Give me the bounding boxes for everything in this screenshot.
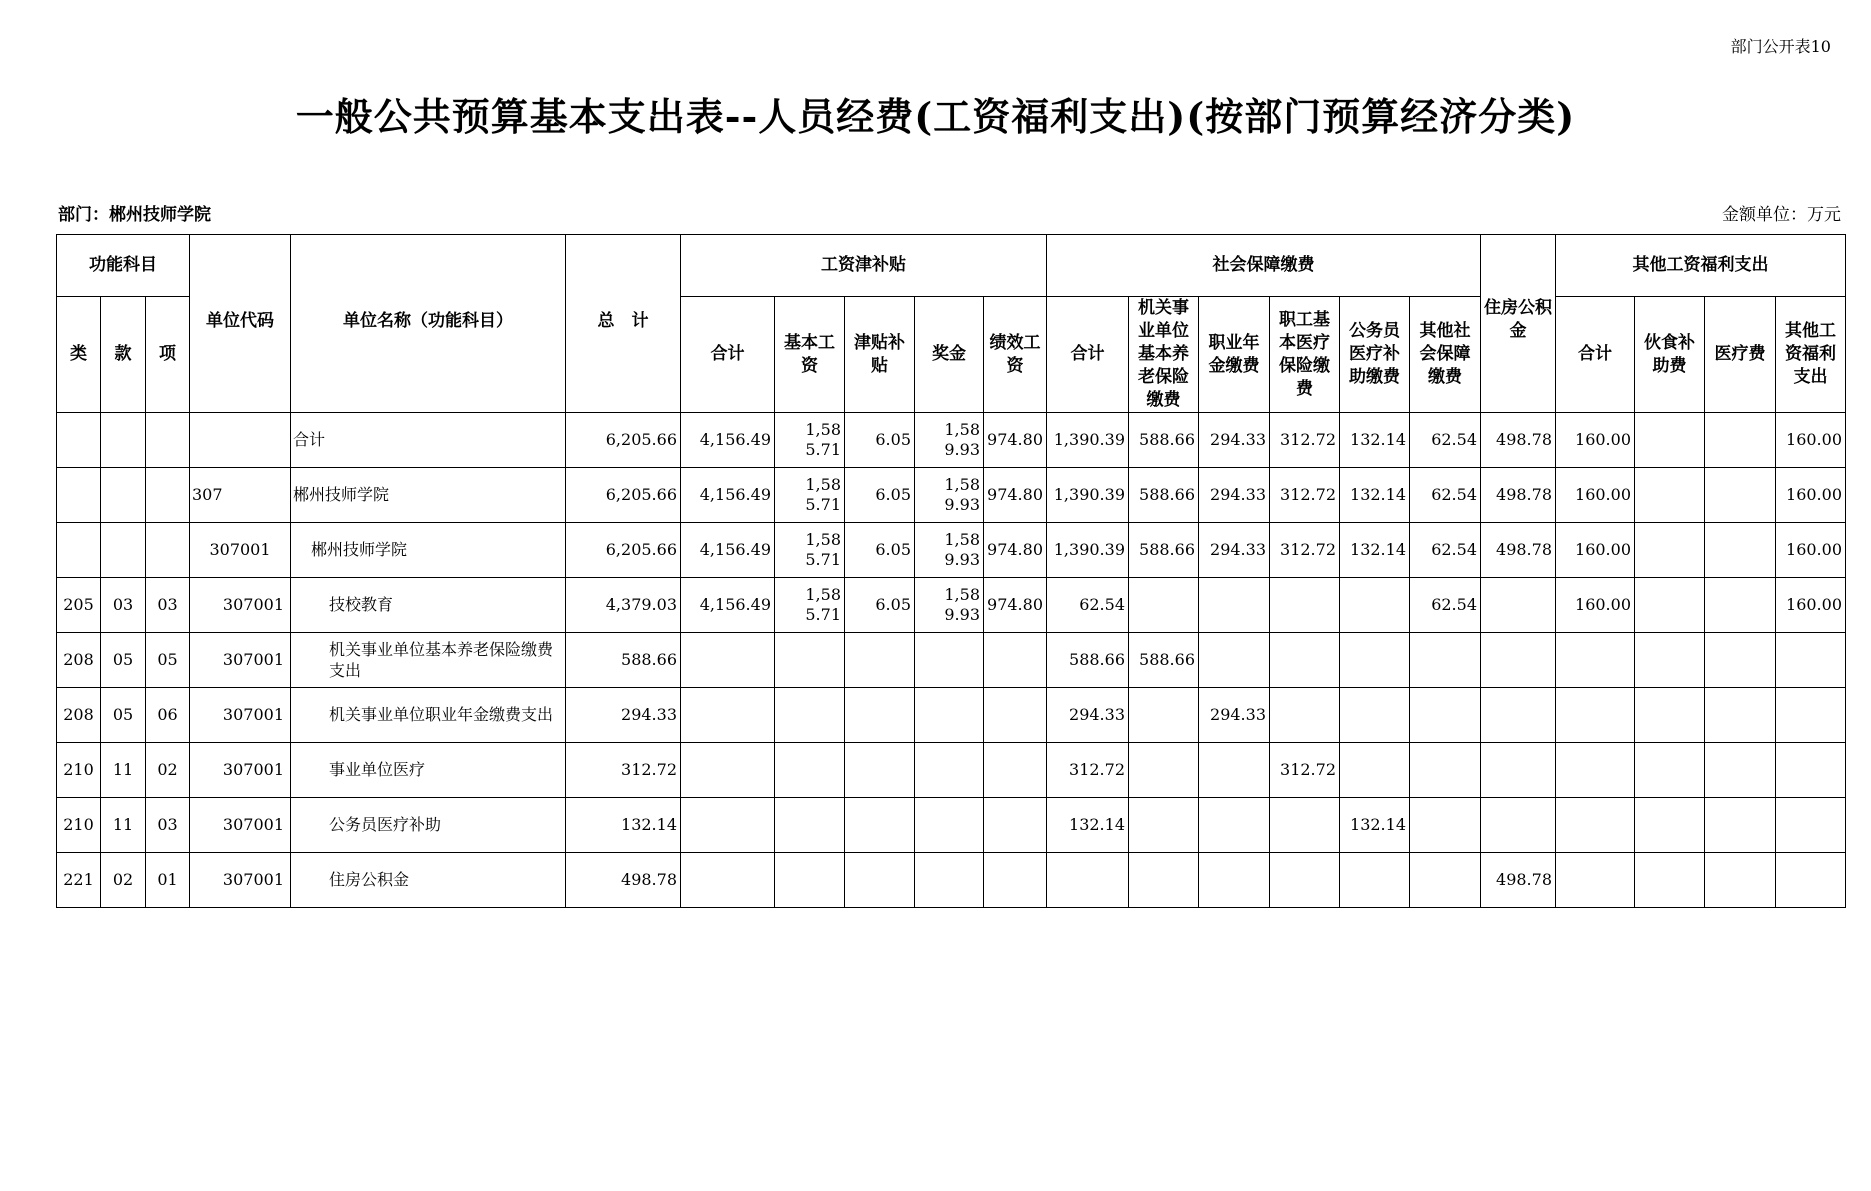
lei-cell bbox=[57, 468, 101, 523]
pension-cell: 588.66 bbox=[1129, 468, 1199, 523]
xiang-cell: 03 bbox=[146, 578, 190, 633]
department-label: 部门：郴州技师学院 bbox=[58, 205, 211, 225]
other-welfare-cell: 160.00 bbox=[1776, 468, 1846, 523]
basic-wage-value: 1,585.71 bbox=[805, 420, 841, 459]
social-subtotal-cell: 62.54 bbox=[1047, 578, 1129, 633]
table-row bbox=[57, 688, 1846, 743]
total-cell: 6,205.66 bbox=[566, 468, 681, 523]
header-group-social: 社会保障缴费 bbox=[1047, 235, 1481, 297]
pension-cell bbox=[1129, 688, 1199, 743]
civil-medical-cell bbox=[1340, 853, 1410, 908]
table-row bbox=[57, 633, 1846, 688]
social-subtotal-cell bbox=[1047, 853, 1129, 908]
housing-fund-cell: 498.78 bbox=[1481, 523, 1556, 578]
other-welfare-cell: 160.00 bbox=[1776, 578, 1846, 633]
allowance-cell bbox=[845, 633, 915, 688]
allowance-cell: 6.05 bbox=[845, 468, 915, 523]
wage-subtotal-cell bbox=[681, 688, 775, 743]
social-subtotal-cell: 1,390.39 bbox=[1047, 468, 1129, 523]
other-subtotal-cell: 160.00 bbox=[1556, 468, 1635, 523]
social-subtotal-cell: 312.72 bbox=[1047, 743, 1129, 798]
bonus-cell bbox=[915, 853, 984, 908]
pension-cell bbox=[1129, 853, 1199, 908]
performance-wage-cell bbox=[984, 633, 1047, 688]
medical-fee-cell bbox=[1705, 578, 1776, 633]
basic-wage-cell bbox=[775, 578, 845, 633]
other-welfare-cell bbox=[1776, 853, 1846, 908]
header-civil-medical: 公务员医疗补助缴费 bbox=[1340, 297, 1410, 413]
total-cell: 312.72 bbox=[566, 743, 681, 798]
wage-subtotal-cell: 4,156.49 bbox=[681, 468, 775, 523]
housing-fund-cell bbox=[1481, 798, 1556, 853]
performance-wage-cell bbox=[984, 743, 1047, 798]
civil-medical-cell bbox=[1340, 633, 1410, 688]
kuan-cell bbox=[101, 413, 146, 468]
meal-subsidy-cell bbox=[1635, 413, 1705, 468]
lei-cell: 208 bbox=[57, 688, 101, 743]
header-annuity: 职业年金缴费 bbox=[1199, 297, 1270, 413]
bonus-value: 1,589.93 bbox=[944, 585, 980, 624]
other-welfare-cell: 160.00 bbox=[1776, 413, 1846, 468]
header-group-other: 其他工资福利支出 bbox=[1556, 235, 1846, 297]
social-subtotal-cell: 294.33 bbox=[1047, 688, 1129, 743]
lei-cell: 210 bbox=[57, 743, 101, 798]
header-medical-fee: 医疗费 bbox=[1705, 297, 1776, 413]
lei-cell: 210 bbox=[57, 798, 101, 853]
medical-cell bbox=[1270, 633, 1340, 688]
bonus-cell bbox=[915, 523, 984, 578]
medical-cell bbox=[1270, 798, 1340, 853]
other-subtotal-cell bbox=[1556, 853, 1635, 908]
header-housing-fund: 住房公积金 bbox=[1481, 235, 1556, 413]
allowance-cell: 6.05 bbox=[845, 413, 915, 468]
xiang-cell: 01 bbox=[146, 853, 190, 908]
header-performance-wage: 绩效工资 bbox=[984, 297, 1047, 413]
pension-cell: 588.66 bbox=[1129, 633, 1199, 688]
unit-name-cell: 事业单位医疗 bbox=[291, 743, 566, 798]
unit-code-cell: 307001 bbox=[190, 523, 291, 578]
kuan-cell: 02 bbox=[101, 853, 146, 908]
social-subtotal-cell: 588.66 bbox=[1047, 633, 1129, 688]
meal-subsidy-cell bbox=[1635, 468, 1705, 523]
other-social-cell bbox=[1410, 853, 1481, 908]
medical-cell: 312.72 bbox=[1270, 468, 1340, 523]
unit-code-cell: 307001 bbox=[190, 743, 291, 798]
xiang-cell bbox=[146, 523, 190, 578]
unit-code-cell: 307001 bbox=[190, 798, 291, 853]
table-row bbox=[57, 523, 1846, 578]
basic-wage-cell bbox=[775, 413, 845, 468]
bonus-cell bbox=[915, 578, 984, 633]
meal-subsidy-cell bbox=[1635, 578, 1705, 633]
performance-wage-cell bbox=[984, 798, 1047, 853]
annuity-cell: 294.33 bbox=[1199, 688, 1270, 743]
medical-cell: 312.72 bbox=[1270, 743, 1340, 798]
total-cell: 294.33 bbox=[566, 688, 681, 743]
lei-cell: 208 bbox=[57, 633, 101, 688]
housing-fund-cell: 498.78 bbox=[1481, 853, 1556, 908]
civil-medical-cell bbox=[1340, 578, 1410, 633]
other-subtotal-cell bbox=[1556, 688, 1635, 743]
housing-fund-cell bbox=[1481, 633, 1556, 688]
housing-fund-cell bbox=[1481, 688, 1556, 743]
meal-subsidy-cell bbox=[1635, 743, 1705, 798]
allowance-cell bbox=[845, 743, 915, 798]
social-subtotal-cell: 1,390.39 bbox=[1047, 413, 1129, 468]
civil-medical-cell bbox=[1340, 743, 1410, 798]
table-row bbox=[57, 743, 1846, 798]
table-row bbox=[57, 413, 1846, 468]
other-subtotal-cell bbox=[1556, 743, 1635, 798]
meal-subsidy-cell bbox=[1635, 523, 1705, 578]
unit-name-cell: 公务员医疗补助 bbox=[291, 798, 566, 853]
housing-fund-cell: 498.78 bbox=[1481, 468, 1556, 523]
medical-fee-cell bbox=[1705, 413, 1776, 468]
other-subtotal-cell: 160.00 bbox=[1556, 413, 1635, 468]
allowance-cell bbox=[845, 688, 915, 743]
header-total: 总 计 bbox=[566, 235, 681, 413]
annuity-cell bbox=[1199, 578, 1270, 633]
unit-code-cell: 307001 bbox=[190, 633, 291, 688]
bonus-cell bbox=[915, 798, 984, 853]
xiang-cell: 02 bbox=[146, 743, 190, 798]
basic-wage-value: 1,585.71 bbox=[805, 475, 841, 514]
other-welfare-cell: 160.00 bbox=[1776, 523, 1846, 578]
unit-name-cell: 机关事业单位职业年金缴费支出 bbox=[291, 688, 566, 743]
total-cell: 132.14 bbox=[566, 798, 681, 853]
pension-cell bbox=[1129, 578, 1199, 633]
kuan-cell bbox=[101, 468, 146, 523]
xiang-cell bbox=[146, 468, 190, 523]
medical-cell bbox=[1270, 853, 1340, 908]
meal-subsidy-cell bbox=[1635, 798, 1705, 853]
kuan-cell: 03 bbox=[101, 578, 146, 633]
other-subtotal-cell bbox=[1556, 798, 1635, 853]
header-basic-wage: 基本工资 bbox=[775, 297, 845, 413]
allowance-cell bbox=[845, 853, 915, 908]
other-social-cell bbox=[1410, 743, 1481, 798]
header-other-welfare: 其他工资福利支出 bbox=[1776, 297, 1846, 413]
pension-cell bbox=[1129, 798, 1199, 853]
meal-subsidy-cell bbox=[1635, 853, 1705, 908]
other-welfare-cell bbox=[1776, 633, 1846, 688]
other-social-cell bbox=[1410, 633, 1481, 688]
unit-code-cell: 307001 bbox=[190, 578, 291, 633]
wage-subtotal-cell bbox=[681, 853, 775, 908]
housing-fund-cell bbox=[1481, 578, 1556, 633]
basic-wage-cell bbox=[775, 853, 845, 908]
unit-code-cell bbox=[190, 413, 291, 468]
header-bonus: 奖金 bbox=[915, 297, 984, 413]
xiang-cell: 06 bbox=[146, 688, 190, 743]
page-title: 一般公共预算基本支出表--人员经费(工资福利支出)(按部门预算经济分类) bbox=[295, 94, 1576, 139]
basic-wage-cell bbox=[775, 743, 845, 798]
medical-cell bbox=[1270, 578, 1340, 633]
header-other-subtotal: 合计 bbox=[1556, 297, 1635, 413]
wage-subtotal-cell bbox=[681, 633, 775, 688]
wage-subtotal-cell: 4,156.49 bbox=[681, 578, 775, 633]
bonus-value: 1,589.93 bbox=[944, 530, 980, 569]
header-kuan: 款 bbox=[101, 297, 146, 413]
unit-name-cell: 住房公积金 bbox=[291, 853, 566, 908]
unit-name-cell: 郴州技师学院 bbox=[291, 523, 566, 578]
medical-fee-cell bbox=[1705, 468, 1776, 523]
xiang-cell bbox=[146, 413, 190, 468]
header-meal-subsidy: 伙食补助费 bbox=[1635, 297, 1705, 413]
table-row bbox=[57, 578, 1846, 633]
performance-wage-cell bbox=[984, 853, 1047, 908]
medical-fee-cell bbox=[1705, 853, 1776, 908]
kuan-cell: 11 bbox=[101, 743, 146, 798]
bonus-cell bbox=[915, 688, 984, 743]
other-social-cell bbox=[1410, 688, 1481, 743]
other-social-cell: 62.54 bbox=[1410, 578, 1481, 633]
other-social-cell: 62.54 bbox=[1410, 413, 1481, 468]
header-social-subtotal: 合计 bbox=[1047, 297, 1129, 413]
civil-medical-cell: 132.14 bbox=[1340, 798, 1410, 853]
header-pension: 机关事业单位基本养老保险缴费 bbox=[1129, 297, 1199, 413]
kuan-cell: 11 bbox=[101, 798, 146, 853]
wage-subtotal-cell: 4,156.49 bbox=[681, 413, 775, 468]
unit-name-cell: 技校教育 bbox=[291, 578, 566, 633]
total-cell: 4,379.03 bbox=[566, 578, 681, 633]
housing-fund-cell bbox=[1481, 743, 1556, 798]
header-func-subject: 功能科目 bbox=[57, 235, 190, 297]
other-social-cell: 62.54 bbox=[1410, 523, 1481, 578]
basic-wage-cell bbox=[775, 688, 845, 743]
expenditure-table bbox=[56, 234, 1846, 908]
performance-wage-cell: 974.80 bbox=[984, 413, 1047, 468]
header-unit-code: 单位代码 bbox=[190, 235, 291, 413]
performance-wage-cell: 974.80 bbox=[984, 523, 1047, 578]
table-row bbox=[57, 853, 1846, 908]
header-wage-subtotal: 合计 bbox=[681, 297, 775, 413]
header-medical: 职工基本医疗保险缴费 bbox=[1270, 297, 1340, 413]
performance-wage-cell: 974.80 bbox=[984, 468, 1047, 523]
total-cell: 498.78 bbox=[566, 853, 681, 908]
social-subtotal-cell: 132.14 bbox=[1047, 798, 1129, 853]
other-welfare-cell bbox=[1776, 743, 1846, 798]
housing-fund-cell: 498.78 bbox=[1481, 413, 1556, 468]
wage-subtotal-cell: 4,156.49 bbox=[681, 523, 775, 578]
unit-name-cell: 机关事业单位基本养老保险缴费支出 bbox=[291, 633, 566, 688]
basic-wage-value: 1,585.71 bbox=[805, 530, 841, 569]
other-subtotal-cell: 160.00 bbox=[1556, 523, 1635, 578]
performance-wage-cell: 974.80 bbox=[984, 578, 1047, 633]
kuan-cell bbox=[101, 523, 146, 578]
unit-name-cell: 合计 bbox=[291, 413, 566, 468]
header-lei: 类 bbox=[57, 297, 101, 413]
medical-cell: 312.72 bbox=[1270, 413, 1340, 468]
basic-wage-cell bbox=[775, 633, 845, 688]
bonus-cell bbox=[915, 633, 984, 688]
kuan-cell: 05 bbox=[101, 688, 146, 743]
other-social-cell bbox=[1410, 798, 1481, 853]
medical-cell: 312.72 bbox=[1270, 523, 1340, 578]
allowance-cell: 6.05 bbox=[845, 523, 915, 578]
lei-cell bbox=[57, 523, 101, 578]
basic-wage-cell bbox=[775, 798, 845, 853]
basic-wage-cell bbox=[775, 468, 845, 523]
annuity-cell bbox=[1199, 798, 1270, 853]
basic-wage-cell bbox=[775, 523, 845, 578]
pension-cell bbox=[1129, 743, 1199, 798]
allowance-cell bbox=[845, 798, 915, 853]
header-xiang: 项 bbox=[146, 297, 190, 413]
bonus-cell bbox=[915, 468, 984, 523]
table-row bbox=[57, 798, 1846, 853]
civil-medical-cell: 132.14 bbox=[1340, 523, 1410, 578]
table-row bbox=[57, 468, 1846, 523]
civil-medical-cell: 132.14 bbox=[1340, 468, 1410, 523]
unit-code-cell: 307 bbox=[190, 468, 291, 523]
medical-fee-cell bbox=[1705, 633, 1776, 688]
pension-cell: 588.66 bbox=[1129, 413, 1199, 468]
wage-subtotal-cell bbox=[681, 798, 775, 853]
unit-code-cell: 307001 bbox=[190, 853, 291, 908]
lei-cell: 221 bbox=[57, 853, 101, 908]
other-subtotal-cell bbox=[1556, 633, 1635, 688]
performance-wage-cell bbox=[984, 688, 1047, 743]
medical-fee-cell bbox=[1705, 523, 1776, 578]
social-subtotal-cell: 1,390.39 bbox=[1047, 523, 1129, 578]
civil-medical-cell: 132.14 bbox=[1340, 413, 1410, 468]
medical-cell bbox=[1270, 688, 1340, 743]
annuity-cell bbox=[1199, 633, 1270, 688]
bonus-cell bbox=[915, 743, 984, 798]
meal-subsidy-cell bbox=[1635, 633, 1705, 688]
annuity-cell: 294.33 bbox=[1199, 468, 1270, 523]
xiang-cell: 05 bbox=[146, 633, 190, 688]
other-subtotal-cell: 160.00 bbox=[1556, 578, 1635, 633]
annuity-cell bbox=[1199, 853, 1270, 908]
basic-wage-value: 1,585.71 bbox=[805, 585, 841, 624]
meal-subsidy-cell bbox=[1635, 688, 1705, 743]
medical-fee-cell bbox=[1705, 743, 1776, 798]
wage-subtotal-cell bbox=[681, 743, 775, 798]
lei-cell: 205 bbox=[57, 578, 101, 633]
header-other-social: 其他社会保障缴费 bbox=[1410, 297, 1481, 413]
amount-unit-label: 金额单位：万元 bbox=[1722, 205, 1841, 225]
bonus-value: 1,589.93 bbox=[944, 420, 980, 459]
header-allowance: 津贴补贴 bbox=[845, 297, 915, 413]
total-cell: 588.66 bbox=[566, 633, 681, 688]
unit-code-cell: 307001 bbox=[190, 688, 291, 743]
allowance-cell: 6.05 bbox=[845, 578, 915, 633]
total-cell: 6,205.66 bbox=[566, 413, 681, 468]
annuity-cell bbox=[1199, 743, 1270, 798]
total-cell: 6,205.66 bbox=[566, 523, 681, 578]
header-unit-name: 单位名称（功能科目） bbox=[291, 235, 566, 413]
unit-name-cell: 郴州技师学院 bbox=[291, 468, 566, 523]
medical-fee-cell bbox=[1705, 688, 1776, 743]
bonus-value: 1,589.93 bbox=[944, 475, 980, 514]
other-social-cell: 62.54 bbox=[1410, 468, 1481, 523]
bonus-cell bbox=[915, 413, 984, 468]
annuity-cell: 294.33 bbox=[1199, 413, 1270, 468]
annuity-cell: 294.33 bbox=[1199, 523, 1270, 578]
header-group-wage: 工资津补贴 bbox=[681, 235, 1047, 297]
xiang-cell: 03 bbox=[146, 798, 190, 853]
lei-cell bbox=[57, 413, 101, 468]
other-welfare-cell bbox=[1776, 798, 1846, 853]
other-welfare-cell bbox=[1776, 688, 1846, 743]
medical-fee-cell bbox=[1705, 798, 1776, 853]
civil-medical-cell bbox=[1340, 688, 1410, 743]
kuan-cell: 05 bbox=[101, 633, 146, 688]
pension-cell: 588.66 bbox=[1129, 523, 1199, 578]
table-number-label: 部门公开表10 bbox=[1730, 37, 1831, 56]
